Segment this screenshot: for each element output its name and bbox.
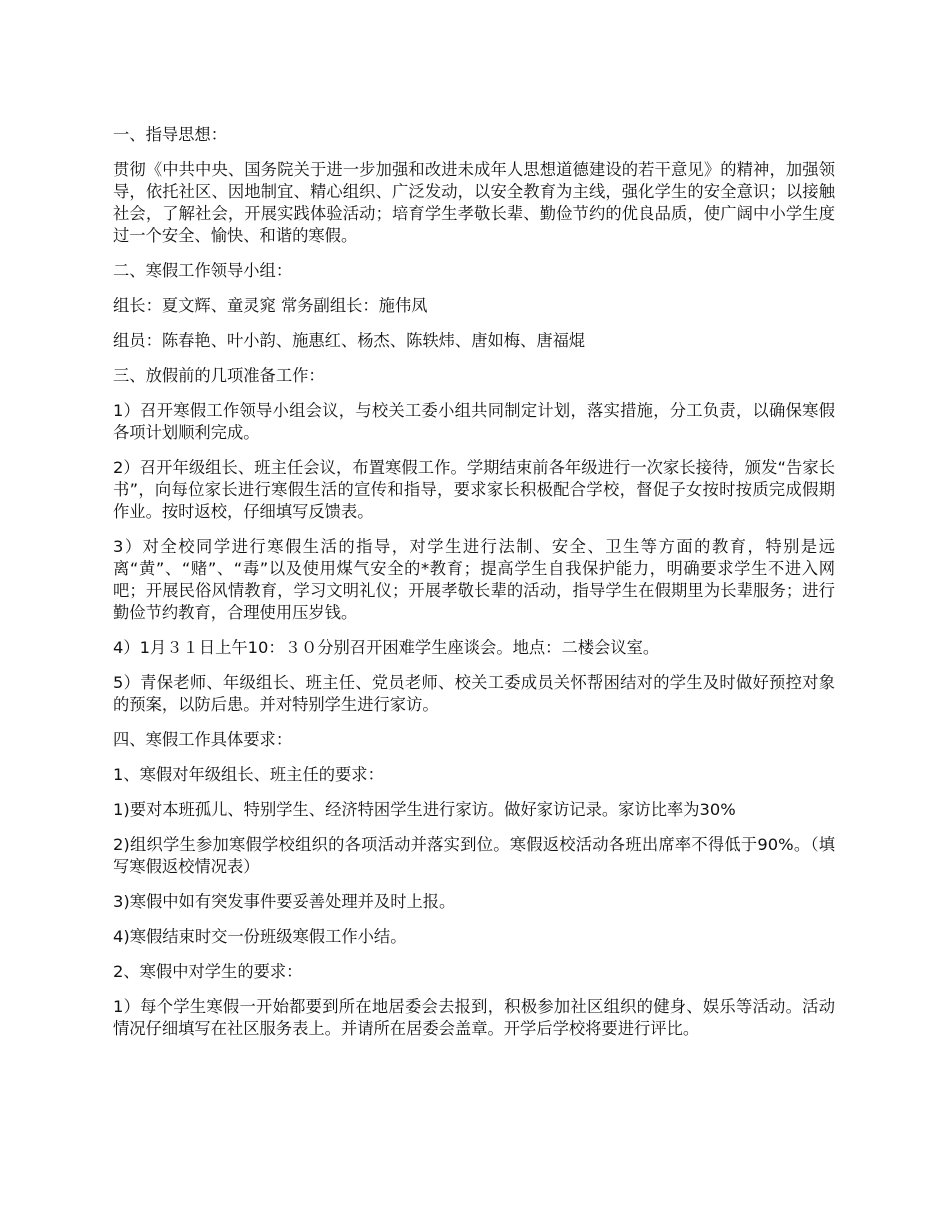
paragraph-preparation-item-3: 3）对全校同学进行寒假生活的指导，对学生进行法制、安全、卫生等方面的教育，特别是远离“黄”、“赌”、“毒”以及使用煤气安全的*教育；提高学生自我保护能力，明确要求学生不进入网吧；开展民俗风情教育，学习文明礼仪；开展孝敬长辈的活动，指导学生在假期里为长辈服务；进行勤俭节约教育，合理使用压岁钱。 xyxy=(113,537,835,622)
paragraph-guiding-thought: 贯彻《中共中央、国务院关于进一步加强和改进未成年人思想道德建设的若干意见》的精神，加强领导，依托社区、因地制宜、精心组织、广泛发动，以安全教育为主线，强化学生的安全意识；以接触社会，了解社会，开展实践体验活动；培育学生孝敬长辈、勤俭节约的优良品质，使广阔中小学生度过一个安全、愉快、和谐的寒假。 xyxy=(113,160,835,245)
subheading-student-requirements: 2、寒假中对学生的要求： xyxy=(113,962,303,981)
paragraph-preparation-item-2: 2）召开年级组长、班主任会议，布置寒假工作。学期结束前各年级进行一次家长接待，颁发“告家长书”，向每位家长进行寒假生活的宣传和指导，要求家长积极配合学校，督促子女按时按质完成假期作业。按时返校，仔细填写反馈表。 xyxy=(113,458,835,521)
paragraph-preparation-item-1: 1）召开寒假工作领导小组会议，与校关工委小组共同制定计划，落实措施，分工负责，以确保寒假各项计划顺利完成。 xyxy=(113,401,835,442)
paragraph-preparation-item-5: 5）青保老师、年级组长、班主任、党员老师、校关工委成员关怀帮困结对的学生及时做好预控对象的预案，以防后患。并对特别学生进行家访。 xyxy=(113,673,835,714)
paragraph-preparation-item-4: 4）1月３１日上午10：３０分别召开困难学生座谈会。地点：二楼会议室。 xyxy=(113,638,660,657)
paragraph-group-members: 组员：陈春艳、叶小韵、施惠红、杨杰、陈轶炜、唐如梅、唐福焜 xyxy=(113,331,586,350)
heading-preparation-work: 三、放假前的几项准备工作： xyxy=(113,366,325,385)
paragraph-teacher-requirement-2: 2)组织学生参加寒假学校组织的各项活动并落实到位。寒假返校活动各班出席率不得低于90%。（填写寒假返校情况表） xyxy=(113,835,835,876)
heading-leadership-group: 二、寒假工作领导小组： xyxy=(113,261,293,280)
paragraph-teacher-requirement-4: 4)寒假结束时交一份班级寒假工作小结。 xyxy=(113,927,407,946)
heading-guiding-thought: 一、指导思想： xyxy=(113,125,227,144)
document-body xyxy=(113,124,835,1053)
paragraph-group-leaders: 组长：夏文辉、童灵窕 常务副组长：施伟凤 xyxy=(113,296,428,315)
subheading-teacher-requirements: 1、寒假对年级组长、班主任的要求： xyxy=(113,765,384,784)
paragraph-teacher-requirement-1: 1)要对本班孤儿、特别学生、经济特困学生进行家访。做好家访记录。家访比率为30% xyxy=(113,800,736,819)
paragraph-teacher-requirement-3: 3)寒假中如有突发事件要妥善处理并及时上报。 xyxy=(113,892,456,911)
heading-specific-requirements: 四、寒假工作具体要求： xyxy=(113,730,293,749)
paragraph-student-requirement-1: 1）每个学生寒假一开始都要到所在地居委会去报到，积极参加社区组织的健身、娱乐等活动。活动情况仔细填写在社区服务表上。并请所在居委会盖章。开学后学校将要进行评比。 xyxy=(113,997,835,1038)
